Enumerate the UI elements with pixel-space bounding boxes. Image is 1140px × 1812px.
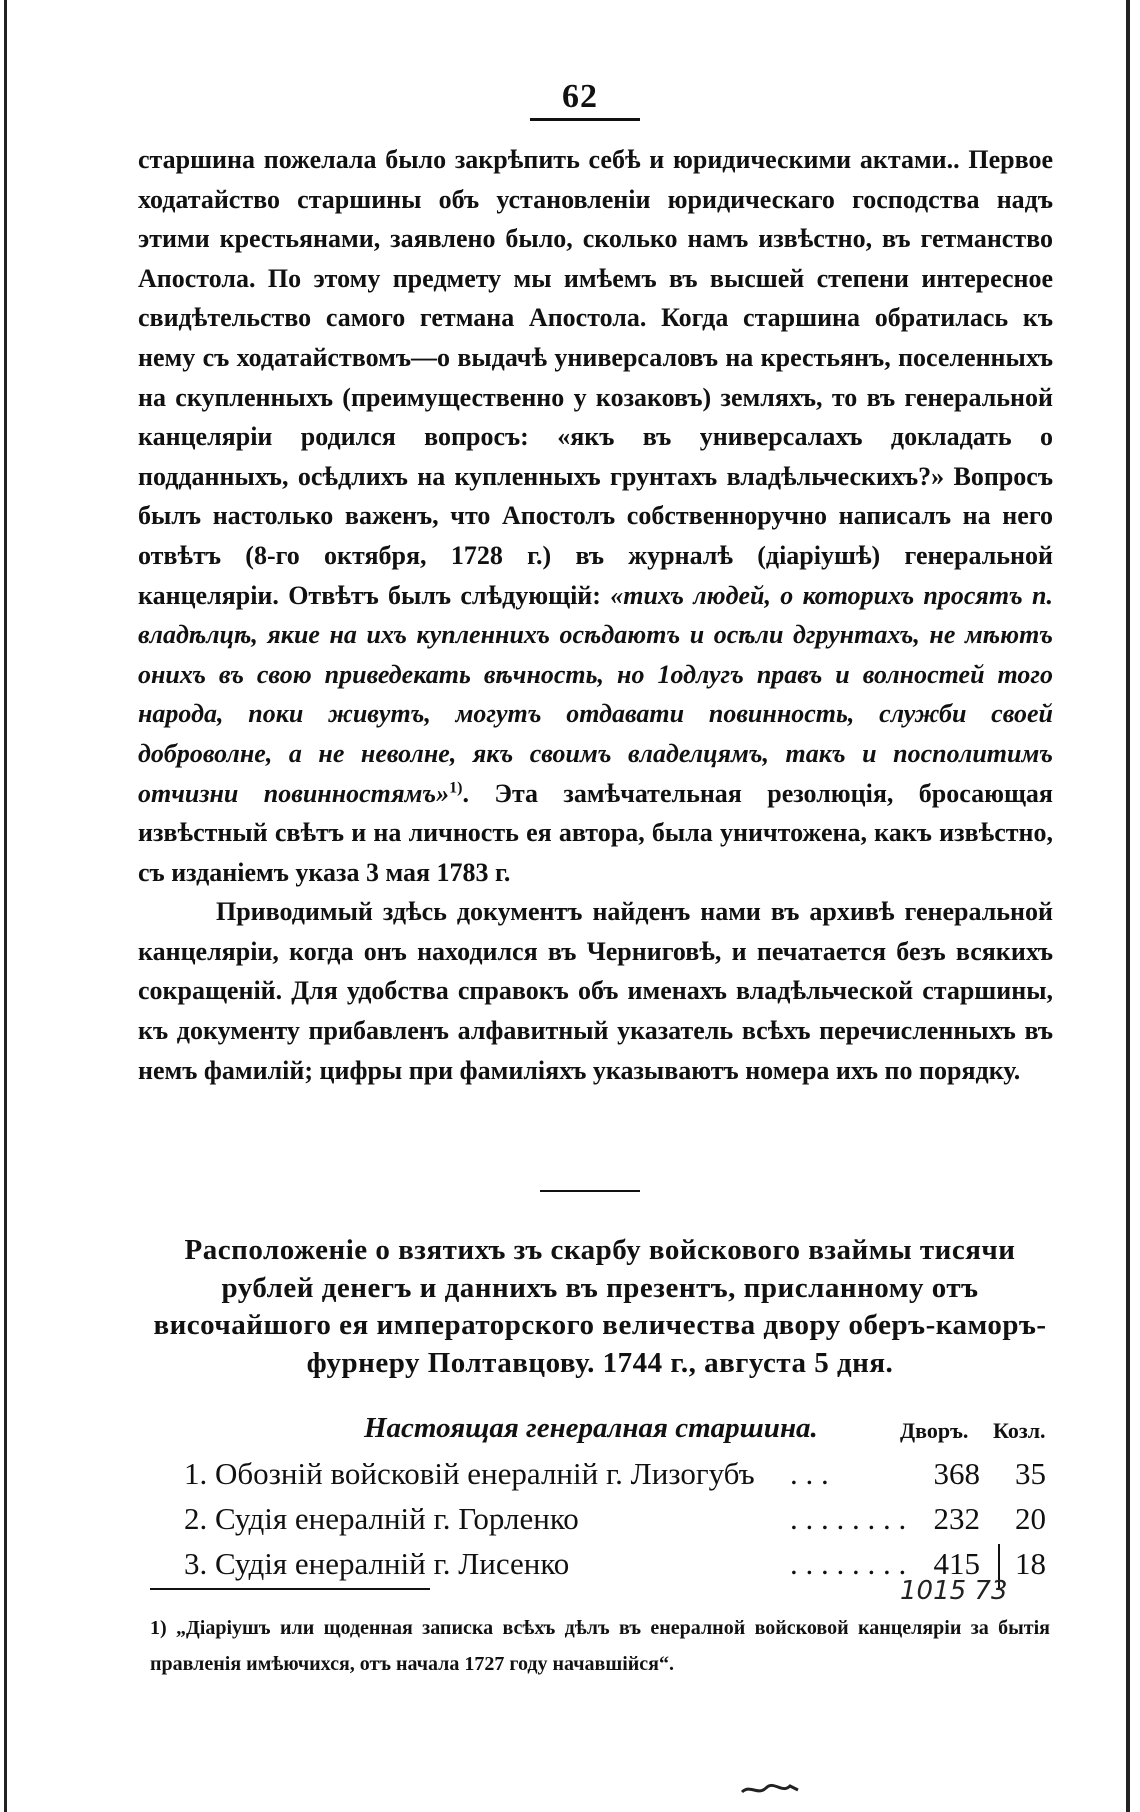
- document-title: Расположеніе о взятихъ зъ скарбу войскового взаймы тисячи рублей денегъ и даннихъ въ презентъ, присланному отъ височайшого ея императорского величества двору оберъ-каморъ-фурнеру Полтавцову. 1744 г., августа 5 дня.: [153, 1234, 1047, 1379]
- row-dvor-value: 368: [933, 1456, 980, 1491]
- page-number: 62: [562, 78, 598, 115]
- ink-mark-svg: [740, 1780, 800, 1798]
- body-text: [138, 140, 1053, 1090]
- table-heading: Настоящая генералная старшина.: [364, 1412, 818, 1444]
- handwritten-total: 1015 73: [900, 1576, 1008, 1606]
- table-header: [0, 1412, 1140, 1448]
- row-dvor-value: 415: [933, 1546, 980, 1581]
- section-divider: [540, 1190, 640, 1192]
- row-label: 2. Судія енералній г. Горленко: [184, 1501, 579, 1536]
- column-header-dvor: Дворъ.: [900, 1418, 969, 1443]
- footnote-marker[interactable]: 1): [449, 778, 463, 796]
- row-leader-dots: . . . . . . . .: [790, 1501, 907, 1536]
- paragraph-1-tail: . Эта замѣчательная резолюція, бросающая извѣстный свѣтъ и на личность ея автора, была уничтожена, какъ извѣстно, съ изданіемъ указа 3 мая 1783 г.: [138, 778, 1053, 887]
- ink-mark-icon: [740, 1780, 800, 1798]
- apostol-resolution-quote: «тихъ людей, о которихъ просятъ п. владѣлцѣ, якие на ихъ купленнихъ осѣдаютъ и осѣли дгрунтахъ, не мѣютъ онихъ въ свою приведекать вѣчность, но 1одлугъ правъ и волностей того народа, поки живутъ, могутъ отдавати повинность, служби своей доброволне, а не неволне, якъ своимъ владелцямъ, такъ и посполитимъ отчизни повинностямъ»: [138, 580, 1054, 808]
- column-header-koz: Козл.: [993, 1418, 1046, 1443]
- row-leader-dots: . . . . . . . .: [790, 1546, 907, 1581]
- row-koz-value: 18: [1015, 1546, 1046, 1581]
- row-leader-dots: . . .: [790, 1456, 829, 1491]
- row-label: 3. Судія енералній г. Лисенко: [184, 1546, 570, 1581]
- row-koz-value: 35: [1015, 1456, 1046, 1491]
- paragraph-2: Приводимый здѣсь документъ найденъ нами въ архивѣ генеральной канцеляріи, когда онъ находился въ Черниговѣ, и печатается безъ всякихъ сокращеній. Для удобства справокъ объ именахъ владѣльческой старшины, къ документу прибавленъ алфавитный указатель всѣхъ перечисленныхъ въ немъ фамилій; цифры при фамиліяхъ указываютъ номера ихъ по порядку.: [138, 897, 1053, 1085]
- row-dvor-value: 232: [933, 1501, 980, 1536]
- paragraph-1: [138, 140, 1053, 892]
- footnote: 1) „Діаріушъ или щоденная записка всѣхъ дѣлъ въ енералной войсковой канцеляріи за бытія правленія имѣючихся, отъ начала 1727 году начавшійся“.: [150, 1617, 1050, 1675]
- table-row: [0, 1501, 1140, 1541]
- paragraph-1-lead: старшина пожелала было закрѣпить себѣ и юридическими актами.. Первое ходатайство старшины объ установленіи юридическаго господства надъ этими крестьянами, заявлено было, сколько намъ извѣстно, въ гетманство Апостола. По этому предмету мы имѣемъ въ высшей степени интересное свидѣтельство самого гетмана Апостола. Когда старшина обратилась къ нему съ ходатайствомъ—о выдачѣ универсаловъ на крестьянъ, поселенныхъ на скупленныхъ (преимущественно у козаковъ) земляхъ, то въ генеральной канцеляріи родился вопросъ: «якъ въ универсалахъ докладать о подданныхъ, осѣдлихъ на купленныхъ грунтахъ владѣльческихъ?» Вопросъ былъ настолько важенъ, что Апостолъ собственноручно написалъ на него отвѣтъ (8-го октября, 1728 г.) въ журналѣ (діаріушѣ) генеральной канцеляріи. Отвѣтъ былъ слѣдующій:: [138, 145, 1053, 610]
- page-number-rule: [530, 118, 640, 121]
- row-label: 1. Обозній войсковій енералній г. Лизогубъ: [184, 1456, 755, 1491]
- row-koz-value: 20: [1015, 1501, 1046, 1536]
- table-row: [0, 1456, 1140, 1496]
- footnote-rule: [150, 1588, 430, 1590]
